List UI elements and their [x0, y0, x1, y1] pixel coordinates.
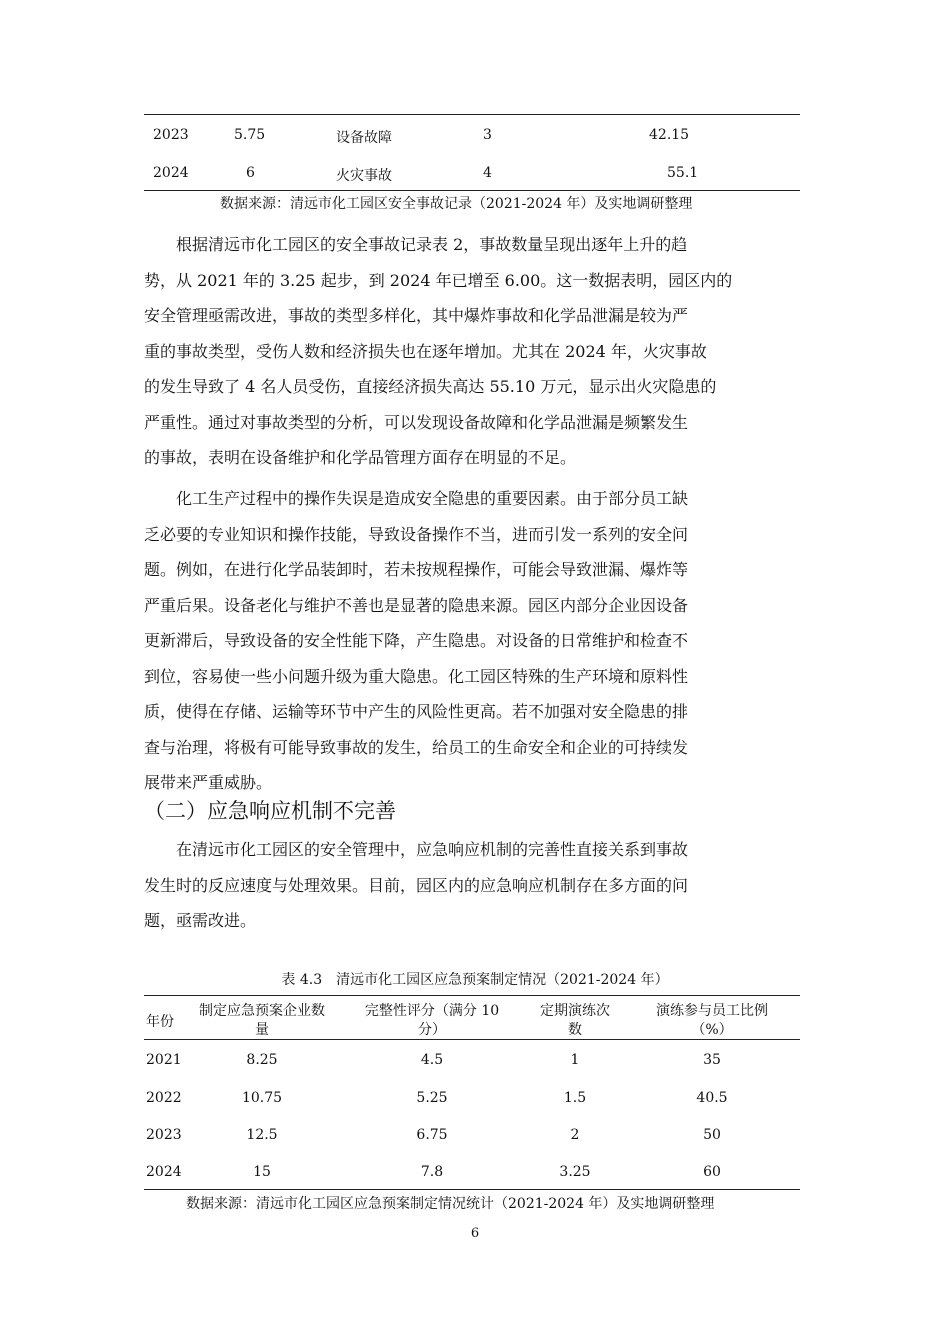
- table3-cell-plans: 12.5: [246, 1127, 278, 1143]
- table3-cell-ratio: 60: [703, 1164, 721, 1180]
- table2-cell-count: 5.75: [234, 127, 266, 143]
- table2-cell-year: 2024: [153, 165, 189, 181]
- table3-caption: 表 4.3 清远市化工园区应急预案制定情况（2021-2024 年）: [281, 972, 669, 988]
- paragraph-line: 乏必要的专业知识和操作技能，导致设备操作不当，进而引发一系列的安全问: [144, 524, 689, 544]
- paragraph-line: 题。例如，在进行化学品装卸时，若未按规程操作，可能会导致泄漏、爆炸等: [144, 560, 689, 579]
- paragraph-line: 查与治理，将极有可能导致事故的发生，给员工的生命安全和企业的可持续发: [144, 737, 689, 757]
- paragraph-line: 质，使得在存储、运输等环节中产生的风险性更高。若不加强对安全隐患的排: [144, 702, 689, 721]
- paragraph-line: 势，从 2021 年的 3.25 起步，到 2024 年已增至 6.00。这一数据表明，园区内的: [144, 270, 733, 290]
- paragraph-line: 严重后果。设备老化与维护不善也是显著的隐患来源。园区内部分企业因设备: [144, 595, 689, 615]
- table3-cell-year: 2022: [146, 1090, 182, 1106]
- table3-source-note: 数据来源：清远市化工园区应急预案制定情况统计（2021-2024 年）及实地调研整理: [186, 1196, 715, 1212]
- table3-bottom-rule: [144, 1189, 800, 1190]
- table3-cell-score: 4.5: [420, 1052, 444, 1068]
- header-line: 定期演练次: [540, 1003, 610, 1019]
- table2-cell-year: 2023: [153, 127, 189, 143]
- body-paragraph-2: [144, 481, 800, 801]
- paragraph-line: 发生时的反应速度与处理效果。目前，园区内的应急响应机制存在多方面的问: [144, 875, 689, 895]
- table3-cell-score: 5.25: [416, 1090, 448, 1106]
- header-line: 完整性评分（满分 10: [364, 1003, 500, 1019]
- table3-header-plans: [199, 1002, 325, 1040]
- header-line: 量: [255, 1022, 269, 1038]
- table2-cell-injured: 3: [483, 127, 492, 143]
- table3-cell-drills: 2: [570, 1127, 580, 1143]
- paragraph-line: 的发生导致了 4 名人员受伤，直接经济损失高达 55.10 万元，显示出火灾隐患的: [144, 377, 717, 396]
- paragraph-line: 展带来严重威胁。: [144, 773, 273, 792]
- table2-cell-injured: 4: [483, 165, 492, 181]
- table3-cell-drills: 1: [570, 1052, 580, 1068]
- header-line: 演练参与员工比例: [656, 1003, 768, 1019]
- table2-cell-loss: 55.1: [667, 165, 699, 181]
- header-line: 制定应急预案企业数: [199, 1003, 325, 1019]
- page-number: 6: [470, 1226, 480, 1241]
- table3-top-rule: [144, 995, 800, 996]
- table3-cell-ratio: 50: [703, 1127, 721, 1143]
- paragraph-line: 到位，容易使一些小问题升级为重大隐患。化工园区特殊的生产环境和原料性: [144, 666, 689, 686]
- header-line: （%）: [691, 1022, 733, 1038]
- body-paragraph-3: [144, 832, 800, 939]
- table3-cell-year: 2024: [146, 1164, 182, 1180]
- paragraph-line: 更新滞后，导致设备的安全性能下降，产生隐患。对设备的日常维护和检查不: [144, 631, 689, 650]
- paragraph-line: 题，亟需改进。: [144, 911, 257, 930]
- table3-cell-drills: 3.25: [559, 1164, 591, 1180]
- paragraph-line: 安全管理亟需改进，事故的类型多样化，其中爆炸事故和化学品泄漏是较为严: [144, 306, 689, 325]
- table2-top-rule: [144, 114, 800, 115]
- table3-cell-plans: 8.25: [246, 1052, 278, 1068]
- table3-header-rule: [144, 1039, 800, 1040]
- table3-cell-ratio: 40.5: [696, 1090, 728, 1106]
- table3-cell-drills: 1.5: [563, 1090, 587, 1106]
- table2-cell-loss: 42.15: [649, 127, 690, 143]
- paragraph-line: 在清远市化工园区的安全管理中，应急响应机制的完善性直接关系到事故: [176, 840, 689, 859]
- table3-header-drills: [540, 1002, 610, 1040]
- table2-cell-type: 火灾事故: [336, 168, 392, 184]
- table2-cell-count: 6: [246, 165, 255, 181]
- table3-cell-year: 2023: [146, 1127, 182, 1143]
- table3-header-score: [365, 1002, 499, 1040]
- paragraph-line: 的事故，表明在设备维护和化学品管理方面存在明显的不足。: [144, 448, 577, 467]
- table2-bottom-rule: [144, 190, 800, 191]
- table3-cell-plans: 15: [253, 1164, 271, 1180]
- body-paragraph-1: [144, 227, 800, 476]
- table3-header-year: 年份: [146, 1014, 174, 1030]
- header-line: 数: [568, 1022, 582, 1038]
- paragraph-line: 根据清远市化工园区的安全事故记录表 2，事故数量呈现出逐年上升的趋: [176, 235, 688, 254]
- table2-cell-type: 设备故障: [336, 130, 392, 146]
- table2-source-note: 数据来源：清远市化工园区安全事故记录（2021-2024 年）及实地调研整理: [220, 196, 693, 212]
- header-line: 分）: [417, 1022, 446, 1038]
- paragraph-line: 严重性。通过对事故类型的分析，可以发现设备故障和化学品泄漏是频繁发生: [144, 412, 689, 432]
- paragraph-line: 化工生产过程中的操作失误是造成安全隐患的重要因素。由于部分员工缺: [176, 489, 689, 508]
- table3-cell-score: 6.75: [416, 1127, 448, 1143]
- table3-cell-plans: 10.75: [241, 1090, 283, 1106]
- paragraph-line: 重的事故类型，受伤人数和经济损失也在逐年增加。尤其在 2024 年，火灾事故: [144, 341, 707, 361]
- table3-cell-score: 7.8: [420, 1164, 444, 1180]
- table3-cell-ratio: 35: [703, 1052, 721, 1068]
- section-heading: （二）应急响应机制不完善: [144, 799, 396, 823]
- table3-cell-year: 2021: [146, 1052, 182, 1068]
- table3-header-ratio: [656, 1002, 768, 1040]
